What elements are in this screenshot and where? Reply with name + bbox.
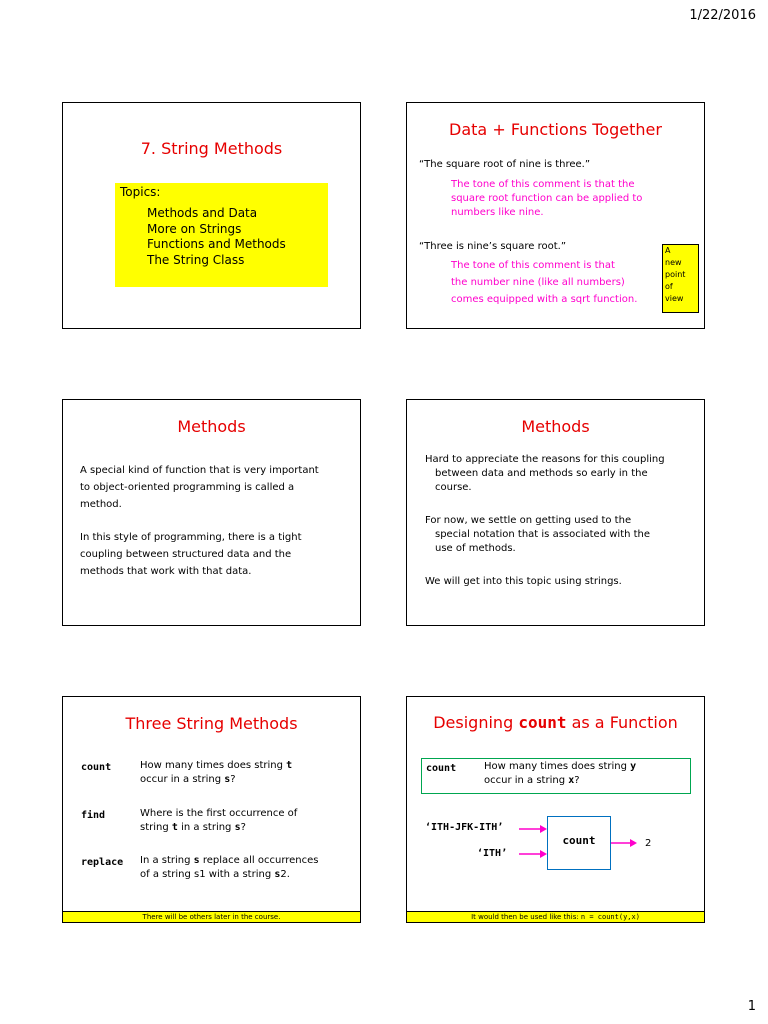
quote-2: “Three is nine’s square root.” — [419, 241, 566, 252]
comment-line: The tone of this comment is that the — [451, 179, 635, 190]
topic-item: The String Class — [147, 252, 245, 267]
paragraph: We will get into this topic using strings. — [425, 576, 622, 587]
page-number: 1 — [747, 999, 756, 1014]
text-line: use of methods. — [435, 543, 516, 554]
output-value: 2 — [645, 838, 652, 849]
topics-box — [115, 183, 328, 287]
comment-line: square root function can be applied to — [451, 193, 643, 204]
text: Where is the first occurrence of — [140, 808, 298, 819]
topic-item: Methods and Data — [147, 206, 258, 220]
text-line: coupling between structured data and the — [80, 549, 292, 560]
topic-item: Functions and Methods — [147, 237, 286, 251]
slide-footer-note: There will be others later in the course. — [63, 911, 360, 922]
text-line: between data and methods so early in the — [435, 468, 648, 479]
text-line: method. — [80, 499, 122, 510]
code-var: t — [286, 760, 293, 771]
paragraph — [425, 514, 650, 556]
code: n = count(y,x) — [580, 913, 640, 921]
comment-line: the number nine (like all numbers) — [451, 277, 625, 288]
title-text: as a Function — [566, 713, 678, 732]
method-name-count: count — [81, 762, 112, 773]
slide-methods-intro — [62, 399, 361, 626]
method-name-count: count — [426, 763, 457, 774]
text: occur in a string — [140, 774, 225, 785]
note-word: new — [665, 258, 682, 267]
comment-line: comes equipped with a sqrt function. — [451, 294, 638, 305]
slide-title: Three String Methods — [125, 714, 298, 733]
note-word: of — [665, 282, 673, 291]
replace-description — [140, 854, 319, 882]
text: 2. — [280, 869, 290, 880]
slide-title: Methods — [177, 417, 246, 436]
note-word: view — [665, 294, 684, 303]
slide-title: Methods — [521, 417, 590, 436]
quote-1: “The square root of nine is three.” — [419, 159, 591, 170]
slide-title: Data + Functions Together — [449, 120, 662, 139]
code-var: y — [630, 761, 637, 772]
comment-2 — [451, 257, 637, 308]
topics-label: Topics: — [120, 185, 161, 199]
text-line: special notation that is associated with the — [435, 529, 651, 540]
slide-designing-count — [406, 696, 705, 923]
text: of a string s1 with a string — [140, 869, 275, 880]
topics-list — [147, 206, 286, 268]
text-line: to object-oriented programming is called a — [80, 482, 295, 493]
title-code: count — [518, 713, 567, 732]
code-var: s — [224, 774, 231, 785]
paragraph — [80, 529, 302, 580]
text: ? — [574, 775, 580, 786]
comment-line: The tone of this comment is that — [451, 260, 615, 271]
page-date: 1/22/2016 — [689, 8, 756, 23]
text-line: A special kind of function that is very important — [80, 465, 319, 476]
input-string-1: ‘ITH-JFK-ITH’ — [425, 822, 504, 833]
text-line: Hard to appreciate the reasons for this coupling — [425, 454, 665, 465]
note-word: A — [665, 246, 671, 255]
text-line: For now, we settle on getting used to the — [425, 515, 632, 526]
slide-title: 7. String Methods — [140, 139, 283, 158]
text-line: course. — [435, 482, 472, 493]
text: replace all occurrences — [199, 855, 319, 866]
text: in a string — [177, 822, 235, 833]
text-line: methods that work with that data. — [80, 566, 252, 577]
slide-footer-note — [407, 911, 704, 922]
text: How many times does string — [140, 760, 287, 771]
count-description — [140, 759, 292, 787]
text: occur in a string — [484, 775, 569, 786]
function-label: count — [562, 834, 596, 847]
slide-string-methods — [62, 102, 361, 329]
count-function-box — [547, 816, 611, 870]
text: It would then be used like this: — [471, 913, 581, 921]
text: How many times does string — [484, 761, 631, 772]
topic-item: More on Strings — [147, 221, 242, 236]
method-name-find: find — [81, 810, 106, 821]
title-text: Designing — [433, 713, 519, 732]
comment-1 — [451, 178, 642, 220]
text: string — [140, 822, 172, 833]
new-point-of-view-note — [662, 244, 699, 313]
text: ? — [230, 774, 236, 785]
code-var: t — [171, 822, 178, 833]
note-word: point — [665, 270, 686, 279]
slide-methods-coupling — [406, 399, 705, 626]
slide-three-string-methods — [62, 696, 361, 923]
method-name-replace: replace — [81, 857, 124, 868]
code-var: s — [234, 822, 241, 833]
find-description — [140, 807, 297, 835]
text: ? — [240, 822, 246, 833]
code-var: x — [568, 775, 575, 786]
text: In a string — [140, 855, 194, 866]
text-line: In this style of programming, there is a tight — [80, 532, 302, 543]
paragraph — [80, 462, 319, 513]
input-string-2: ‘ITH’ — [477, 848, 508, 859]
slide-data-functions — [406, 102, 705, 329]
code-var: s — [274, 869, 281, 880]
code-var: s — [193, 855, 200, 866]
function-diagram-arrows — [407, 697, 704, 922]
comment-line: numbers like nine. — [451, 207, 544, 218]
paragraph — [425, 453, 665, 495]
